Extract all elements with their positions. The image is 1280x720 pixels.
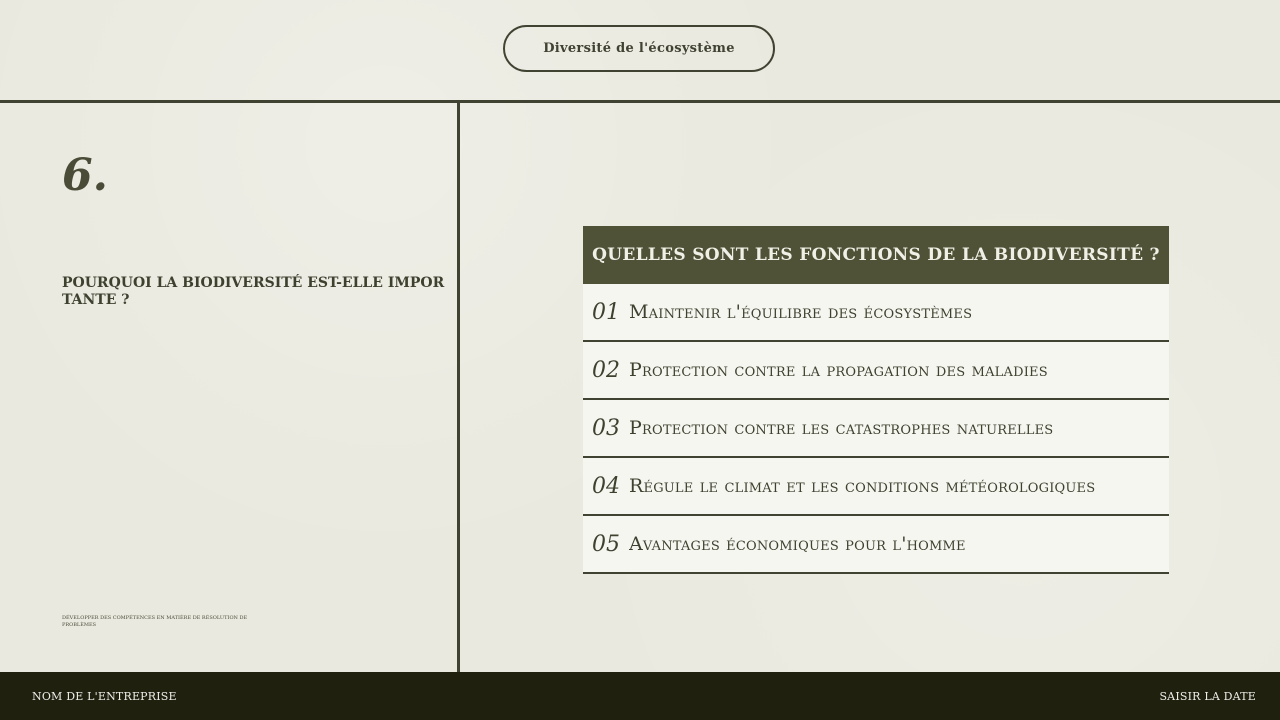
table-row [583,458,1169,516]
row-label: Régule le climat et les conditions météorologiques [629,475,1096,497]
row-label: Protection contre la propagation des maladies [629,359,1048,381]
footer-bar [0,672,1280,720]
company-name: NOM DE L'ENTREPRISE [32,689,177,703]
date-placeholder: SAISIR LA DATE [1159,689,1256,703]
row-number: 04 [592,473,620,499]
vertical-divider-line [457,100,460,672]
section-number: 6. [62,150,108,201]
table-row [583,284,1169,342]
table-row [583,342,1169,400]
top-divider-line [0,100,1280,103]
row-number: 05 [592,531,620,557]
ecosystem-diversity-pill [503,25,775,72]
row-label: Maintenir l'équilibre des écosystèmes [629,301,973,323]
row-label: Avantages économiques pour l'homme [629,533,966,555]
table-row [583,516,1169,574]
table-row [583,400,1169,458]
functions-table-header [583,226,1169,284]
row-number: 03 [592,415,620,441]
row-label: Protection contre les catastrophes naturelles [629,417,1054,439]
biodiversity-functions-table [583,226,1169,574]
functions-table-title: QUELLES SONT LES FONCTIONS DE LA BIODIVERSITÉ ? [592,245,1160,265]
pill-label: Diversité de l'écosystème [543,41,735,56]
row-number: 01 [592,299,620,325]
section-question: POURQUOI LA BIODIVERSITÉ EST-ELLE IMPORTANTE ? [62,275,445,308]
row-number: 02 [592,357,620,383]
small-footnote: DÉVELOPPER DES COMPÉTENCES EN MATIÈRE DE RÉSOLUTION DE PROBLÈMES [62,615,248,628]
